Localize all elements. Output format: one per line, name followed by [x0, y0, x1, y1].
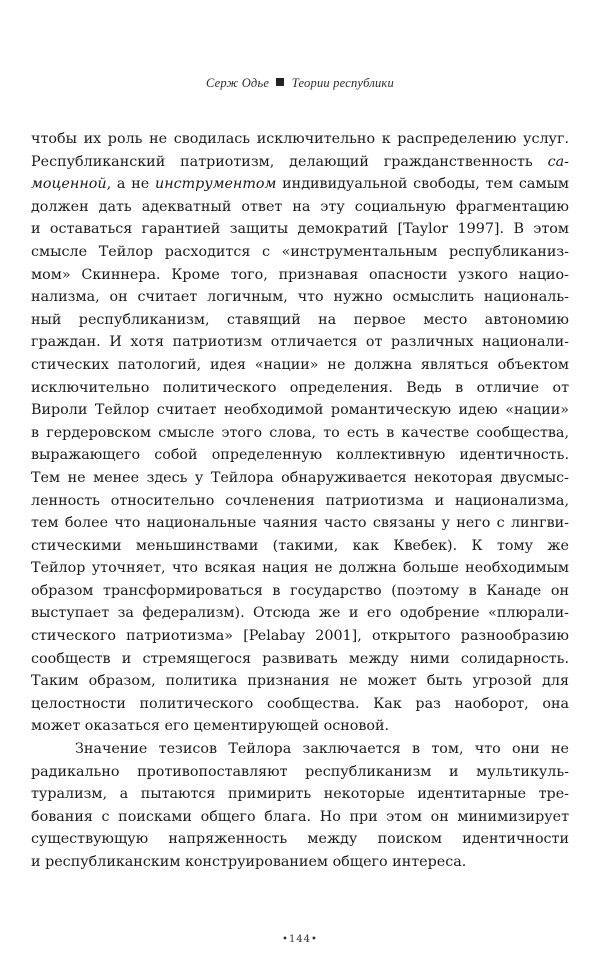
page-number: •144• — [282, 934, 318, 945]
text-line: может оказаться его цементирующей основой. — [31, 718, 390, 735]
emphasis: са- — [547, 153, 569, 170]
text-line: Тем не менее здесь у Тейлора обнаруживается некоторая двусмыс- — [31, 469, 569, 486]
text-line: тем более что национальные чаяния часто связаны у него с лингви- — [31, 515, 569, 532]
text-line: мом» Скиннера. Кроме того, признавая опасности узкого нацио- — [31, 266, 569, 283]
text-line: и республиканским конструированием общего интереса. — [31, 854, 467, 870]
text-line: Тейлор уточняет, что всякая нация не должна больше необходимым — [31, 560, 569, 577]
text-line: ленность относительно сочленения патриотизма и национализма, — [31, 492, 569, 509]
text-line: Значение тезисов Тейлора заключается в том, что они не — [75, 741, 569, 758]
text-line: Республиканский патриотизм, делающий гражданственность са- — [31, 153, 569, 170]
text-line: чтобы их роль не сводилась исключительно к распределению услуг. — [31, 131, 569, 147]
text-line: турализм, а пытаются примирить некоторые идентитарные тре- — [31, 786, 569, 803]
text-line: Таким образом, политика признания не может быть угрозой для — [31, 673, 569, 690]
text-line: существующую напряженность между поиском идентичности — [31, 831, 569, 848]
black-square-icon — [276, 78, 284, 86]
text-line: образом трансформироваться в государство (поэтому в Канаде он — [31, 582, 569, 599]
text-line: исключительно политического определения. Ведь в отличие от — [31, 379, 569, 396]
emphasis: инструментом — [154, 176, 277, 193]
text-line: стических патологий, идея «нации» не должна являться объектом — [31, 356, 569, 373]
text-line: стического патриотизма» [Pelabay 2001], открытого разнообразию — [31, 628, 569, 645]
paragraph-1 — [31, 128, 569, 738]
text-line: нализма, он считает логичным, что нужно осмыслить националь- — [31, 289, 569, 306]
body-text — [31, 128, 569, 874]
text-line: выступает за федерализм). Отсюда же и его одобрение «плюрали- — [31, 605, 569, 622]
text-line: смысле Тейлор расходится с «инструментальным республиканиз- — [31, 243, 569, 260]
text-line: ный республиканизм, ставящий на первое место автономию — [31, 311, 569, 328]
text-line: должен дать адекватный ответ на эту социальную фрагментацию — [31, 198, 569, 215]
running-header — [0, 76, 600, 91]
text-line: целостности политического сообщества. Как раз наоборот, она — [31, 695, 569, 712]
paragraph-2 — [31, 738, 569, 874]
text-line: моценной, а не инструментом индивидуальной свободы, тем самым — [31, 176, 569, 193]
header-book-title: Теории республики — [291, 76, 394, 90]
text-line: выражающего собой определенную коллективную идентичность. — [31, 447, 569, 464]
emphasis: моценной — [31, 176, 107, 193]
text-line: граждан. И хотя патриотизм отличается от различных национали- — [31, 334, 569, 351]
text-line: радикально противопоставляют республиканизм и мультикуль- — [31, 763, 569, 780]
text-line: сообществ и стремящегося развивать между ними солидарность. — [31, 650, 569, 667]
text-line: стическими меньшинствами (такими, как Квебек). К тому же — [31, 537, 569, 554]
header-author: Серж Одье — [206, 76, 270, 90]
text-line: Вироли Тейлор считает необходимой романтическую идею «нации» — [31, 402, 569, 419]
text-line: в гердеровском смысле этого слова, то есть в качестве сообщества, — [31, 424, 569, 441]
text-line: и оставаться гарантией защиты демократий [Taylor 1997]. В этом — [31, 221, 569, 238]
text-line: бования с поисками общего блага. Но при этом он минимизирует — [31, 808, 569, 825]
